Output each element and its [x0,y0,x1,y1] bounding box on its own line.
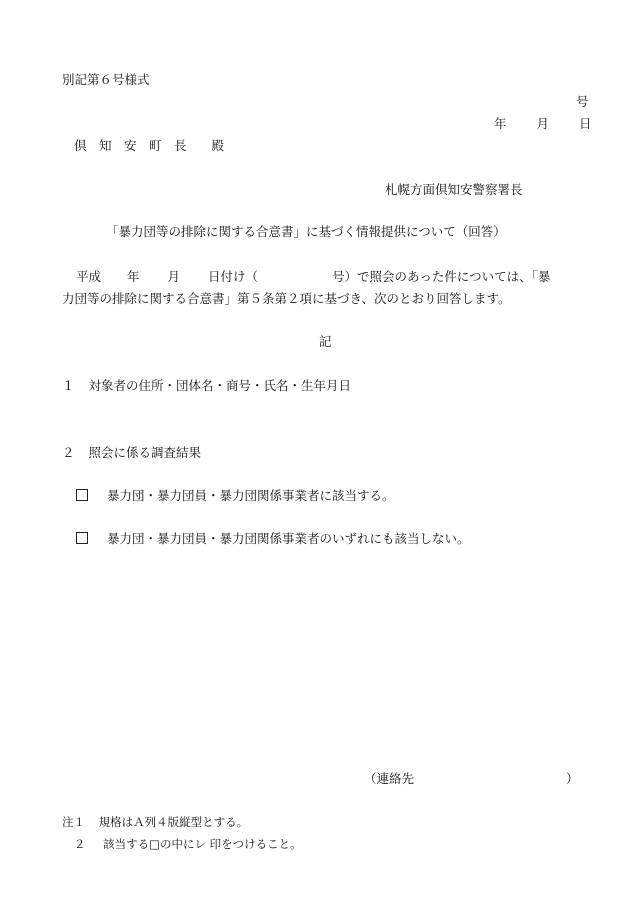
option-not-applicable-text: 暴力団・暴力団員・暴力団関係事業者のいずれにも該当しない。 [106,531,470,546]
section-1 [62,376,351,394]
note-1-text: 規格はＡ列４版縦型とする。 [98,815,249,829]
intro-era: 平成 [76,269,102,284]
addressee: 倶 知 安 町 長 殿 [74,138,225,153]
section-2-number: ２ [62,445,75,460]
intro-number-close: 号）で照会のあった件については、「暴 [332,269,551,284]
note-2 [74,836,302,852]
note-1 [62,814,248,830]
contact-line [364,769,579,787]
contact-close: ） [566,771,579,786]
note-label: 注１ [62,815,85,829]
form-number: 別記第６号様式 [62,72,150,87]
date-year: 年 [494,116,507,131]
document-number-label: 号 [576,94,589,109]
intro-dated: 日付け（ [208,269,259,284]
option-applicable-text: 暴力団・暴力団員・暴力団関係事業者に該当する。 [106,488,395,503]
section-1-number: １ [62,378,75,393]
intro-line-1 [76,267,550,285]
intro-line-2: 力団等の排除に関する合意書」第５条第２項に基づき、次のとおり回答します。 [62,291,511,306]
checkbox-not-applicable[interactable] [76,532,88,544]
section-2-text: 照会に係る調査結果 [88,445,202,460]
note-2-text: 該当する□の中にレ 印をつけること。 [103,837,302,851]
contact-open: （連絡先 [364,771,415,786]
ki-heading: 記 [319,334,332,349]
date-month: 月 [536,116,550,131]
option-not-applicable [76,529,470,547]
sender: 札幌方面倶知安警察署長 [385,182,523,197]
note-2-number: ２ [74,837,86,851]
intro-month: 月 [167,269,181,284]
date-line [494,114,592,132]
intro-year: 年 [127,269,140,284]
document-title: 「暴力団等の排除に関する合意書」に基づく情報提供について（回答） [106,224,506,239]
option-applicable [76,486,395,504]
section-2 [62,443,201,461]
checkbox-applicable[interactable] [76,489,88,501]
section-1-text: 対象者の住所・団体名・商号・氏名・生年月日 [88,378,352,393]
date-day: 日 [579,116,592,131]
